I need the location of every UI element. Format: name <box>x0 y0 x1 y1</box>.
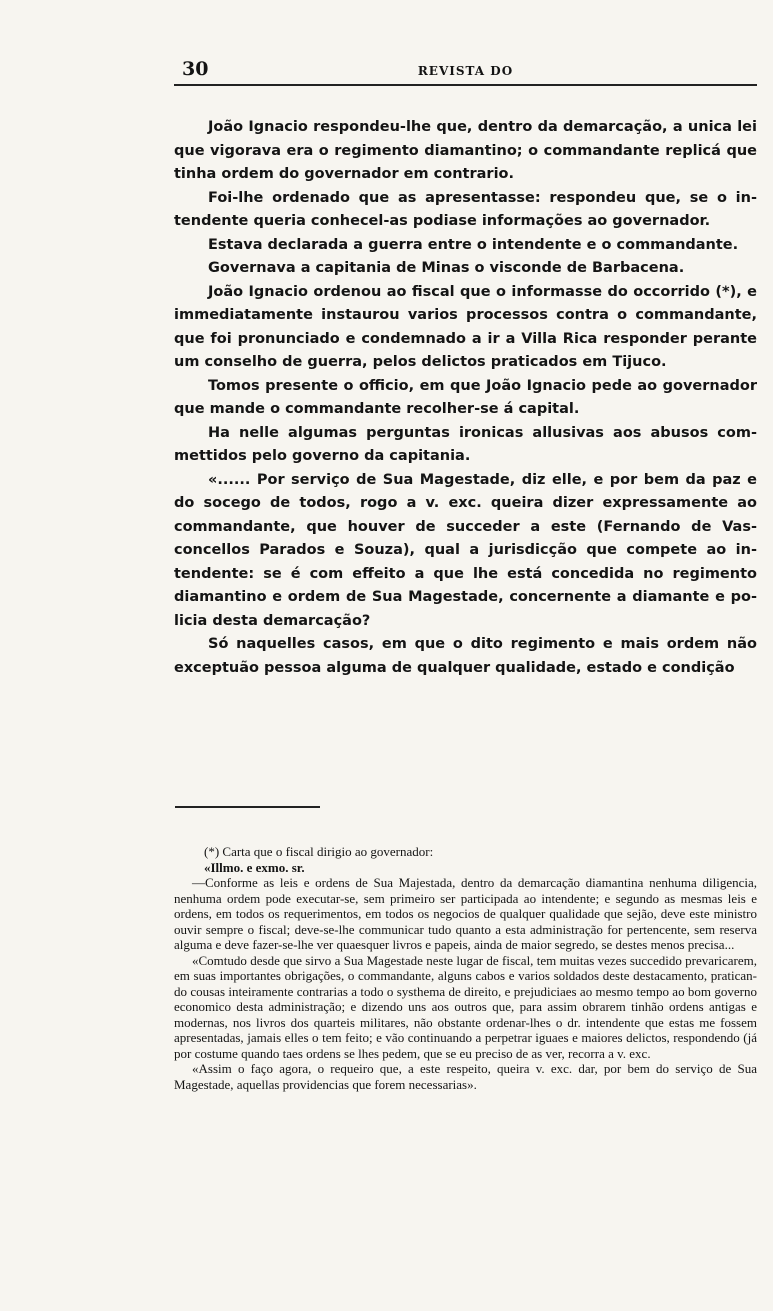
paragraph: «...... Por serviço de Sua Magestade, diz elle, e por bem da paz e do socego de todos, rogo a v. exc. queira dizer expressamente ao commandante, que houver de succeder a este (Fernando de Vasconcellos Parados e Souza), qual a jurisdicção que compete ao intendente: se é com effeito a que lhe está concedida no regimento diamantino e ordem de Sua Magestade, concernente a diamante e policia desta demarcação? <box>174 471 757 629</box>
page-number: 30 <box>182 58 209 80</box>
footnote-paragraph: «Comtudo desde que sirvo a Sua Magestade neste lugar de fiscal, tem muitas vezes succedido prevaricarem, em suas importantes obrigações, o commandante, alguns cabos e varios soldados deste destacamento, praticando cousas inteiramente contrarias a todo o systhema de direito, e prejudiciaes ao mesmo tempo ao bom governo economico desta administração; e dizendo uns aos outros que, para assim obrarem tinhão ordens antigas e modernas, nos livros dos quarteis militares, não obstante ordenar-lhes o dr. intendente que estas me fossem apresentadas, jamais elles o tem feito; e vão continuando a perpetrar iguaes e maiores delictos, respondendo (já por costume quando taes ordens se lhes pedem, que se eu preciso de as ver, recorra a v. exc. <box>174 952 757 1061</box>
running-title: REVISTA DO <box>417 64 514 78</box>
paragraph: Tomos presente o officio, em que João Ignacio pede ao governador que mande o commandante recolher-se á capital. <box>174 377 757 417</box>
footnotes <box>174 844 757 1092</box>
paragraph: Foi-lhe ordenado que as apresentasse: respondeu que, se o intendente queria conhecel-as podiase informações ao governador. <box>174 189 757 229</box>
paragraph: João Ignacio respondeu-lhe que, dentro da demarcação, a unica lei que vigorava era o regimento diamantino; o commandante replicá que tinha ordem do governador em contrario. <box>174 119 757 182</box>
main-text <box>174 116 757 680</box>
footnote-paragraph: «Assim o faço agora, o requeiro que, a este respeito, queira v. exc. dar, por bem do serviço de Sua Magestade, aquellas providencias que forem necessarias». <box>174 1061 757 1092</box>
footnote-paragraph: —Conforme as leis e ordens de Sua Majestada, dentro da demarcação diamantina nenhuma diligencia, nenhuma ordem pode executar-se, sem primeiro ser participada ao intendente; e segundo as mesmas leis e ordens, em todos os requerimentos, em todos os negocios de qualquer qualidade que sejão, deve este ministro ouvir sempre o fiscal; deve-se-lhe communicar tudo quanto a esta administração for pertencente, sem reserva alguma e deve fazer-se-lhe ver quaesquer livros e papeis, ainda de maior segredo, se destes menos precisa... <box>174 875 757 952</box>
paragraph: Estava declarada a guerra entre o intendente e o commandante. <box>208 236 739 253</box>
paragraph: João Ignacio ordenou ao fiscal que o informasse do occorrido (*), e immediatamente instaurou varios processos contra o commandante, que foi pronunciado e condemnado a ir a Villa Rica responder perante um conselho de guerra, pelos delictos praticados em Tijuco. <box>174 283 757 370</box>
paragraph: Governava a capitania de Minas o visconde de Barbacena. <box>208 260 685 276</box>
footnote-heading: (*) Carta que o fiscal dirigio ao governador: <box>204 844 434 859</box>
footnote-greeting: «Illmo. e exmo. sr. <box>204 859 305 875</box>
paragraph: Ha nelle algumas perguntas ironicas allusivas aos abusos commettidos pelo governo da capitania. <box>174 424 757 464</box>
page-header <box>174 58 757 86</box>
paragraph: Só naquelles casos, em que o dito regimento e mais ordem não exceptuão pessoa alguma de qualquer qualidade, estado e condição <box>174 636 757 676</box>
footnote-divider <box>175 806 320 808</box>
